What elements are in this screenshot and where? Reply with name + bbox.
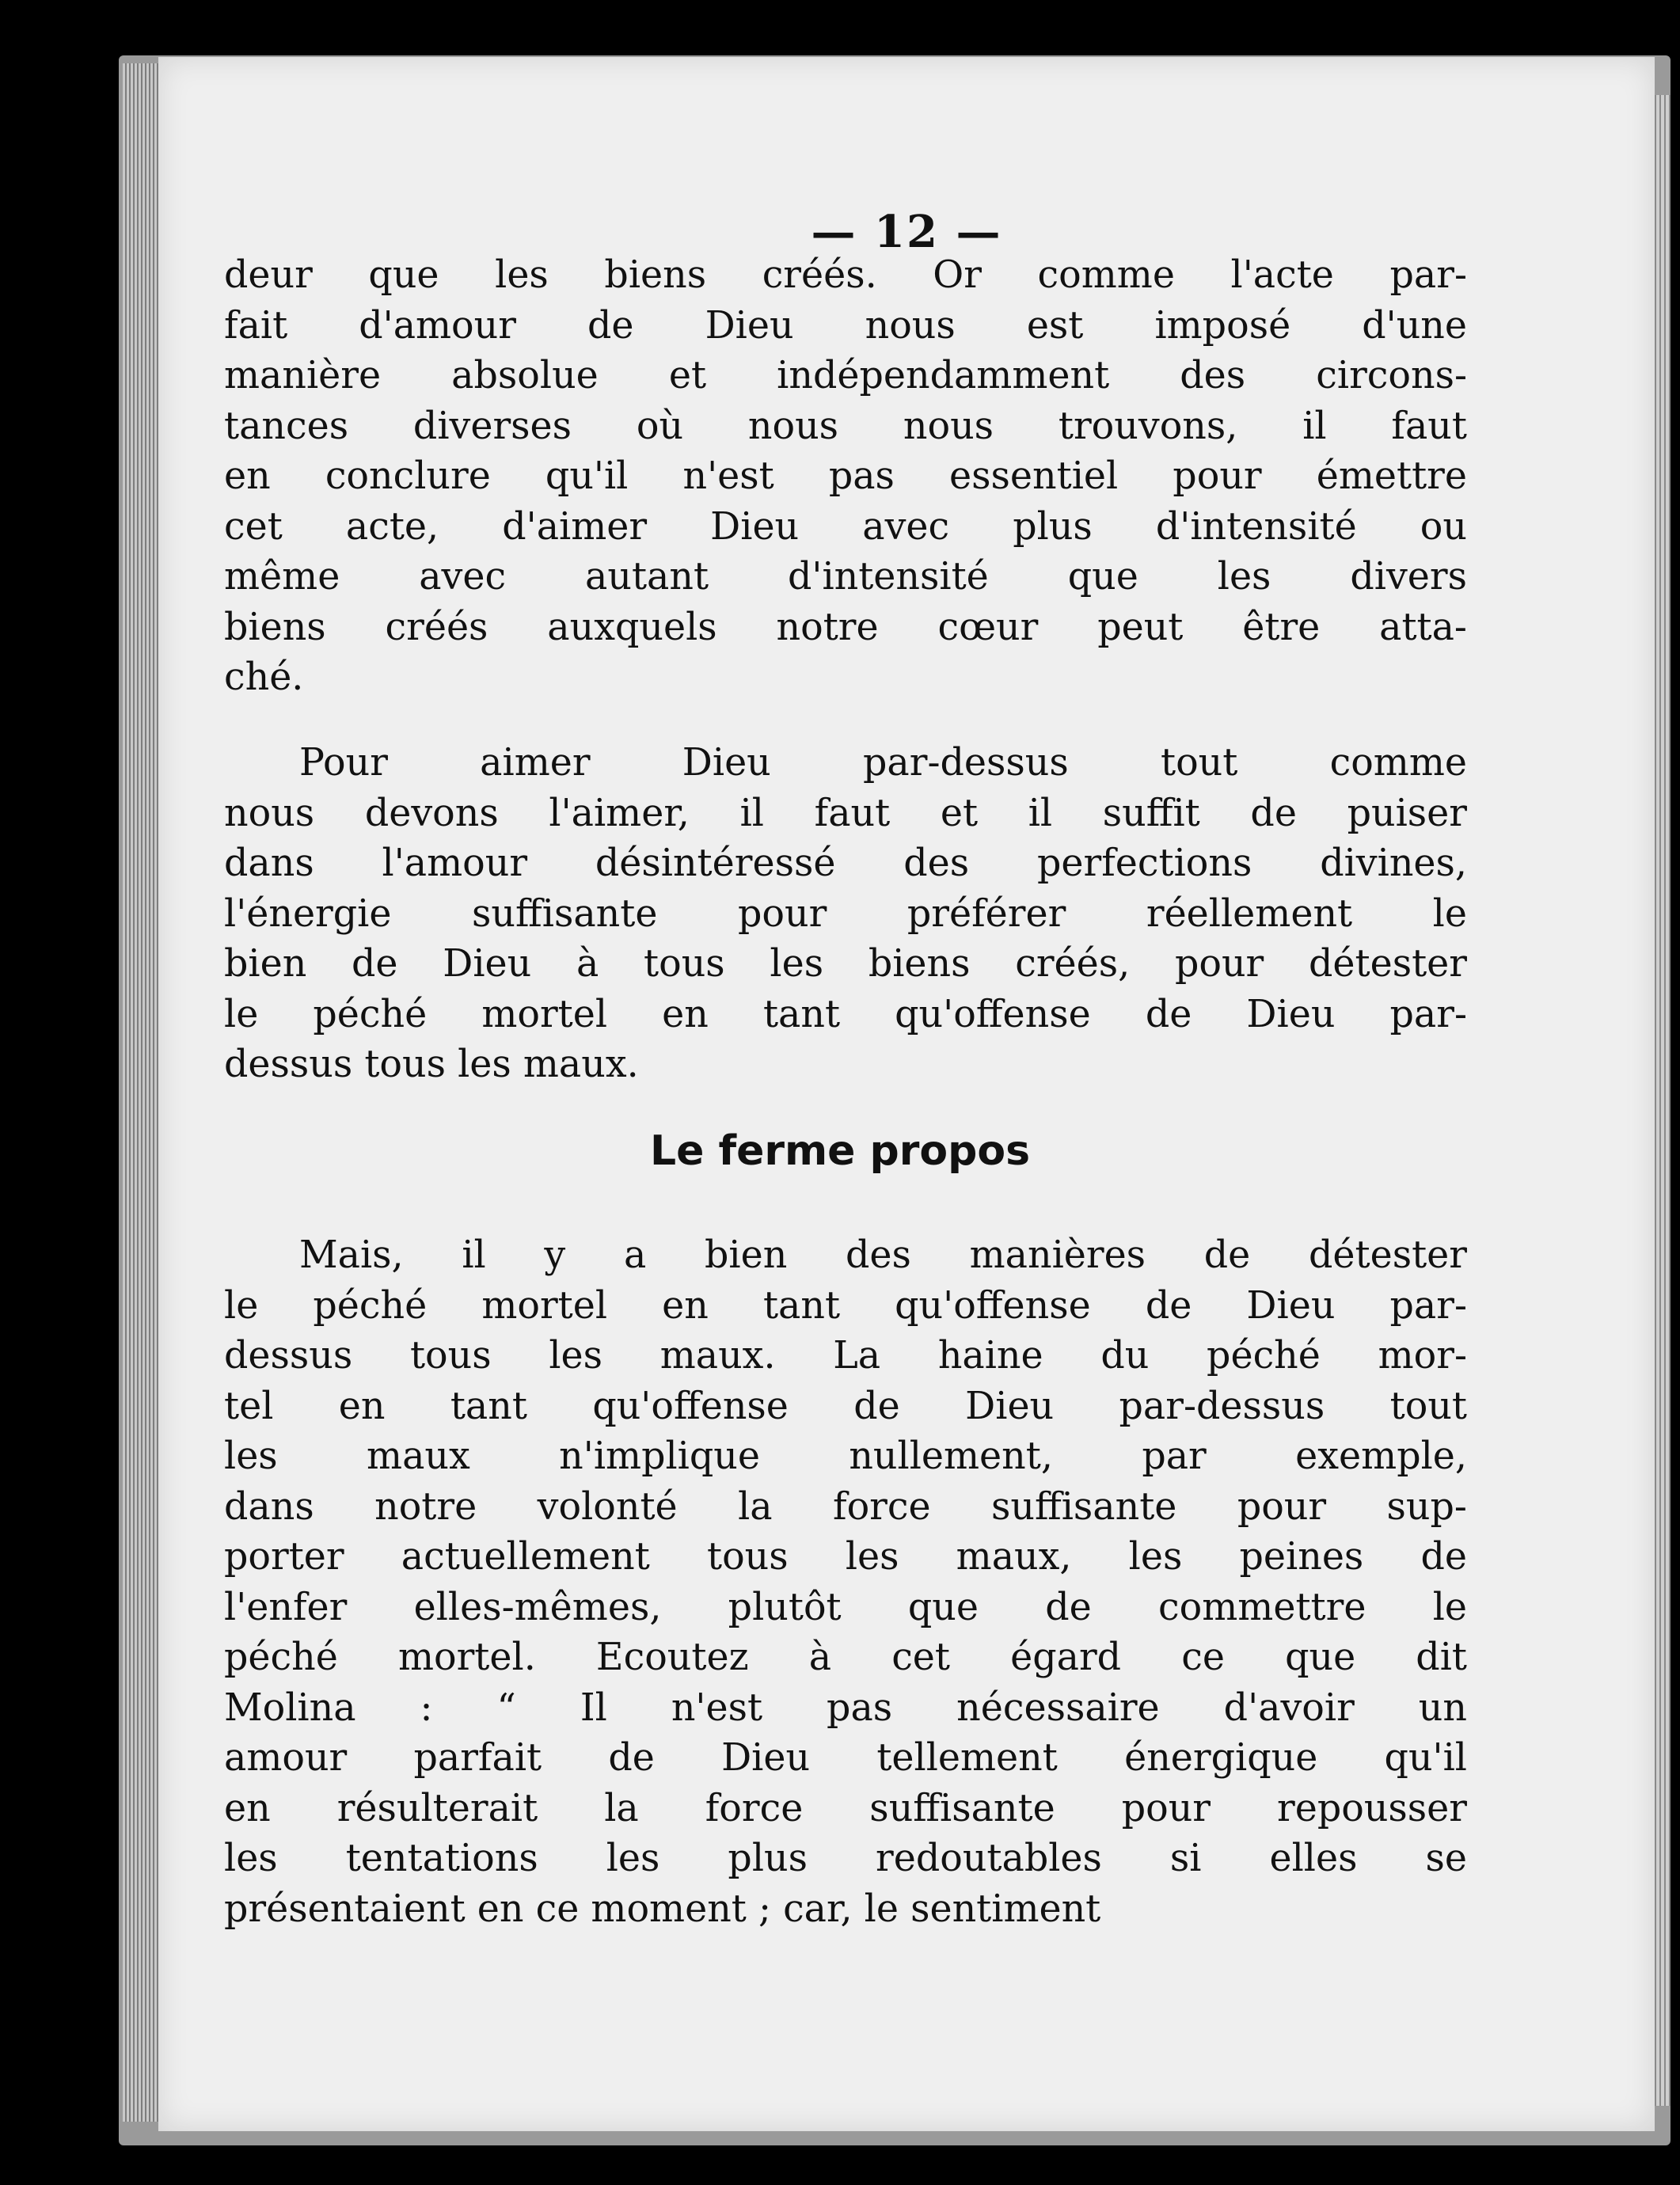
text-line: présentaient en ce moment ; car, le sentiment xyxy=(224,1887,1101,1931)
text-line: dessus tous les maux. La haine du péché mor- xyxy=(224,1334,1467,1378)
text-line: l'énergie suffisante pour préférer réellement le xyxy=(224,891,1467,936)
text-line: amour parfait de Dieu tellement énergique qu'il xyxy=(224,1736,1467,1780)
paragraph-2 xyxy=(224,738,1467,1090)
text-line: l'enfer elles-mêmes, plutôt que de commettre le xyxy=(224,1585,1467,1629)
text-line: le péché mortel en tant qu'offense de Dieu par- xyxy=(224,992,1467,1036)
text-line: même avec autant d'intensité que les divers xyxy=(224,555,1467,598)
paragraph-1 xyxy=(224,250,1467,703)
page-number: — 12 — xyxy=(811,206,1002,258)
text-line: en conclure qu'il n'est pas essentiel pour émettre xyxy=(224,454,1467,498)
text-line: ché. xyxy=(224,656,304,699)
text-line: manière absolue et indépendamment des circons- xyxy=(224,354,1467,397)
section-heading: Le ferme propos xyxy=(649,1127,1031,1175)
text-line: biens créés auxquels notre cœur peut être atta- xyxy=(224,605,1467,649)
text-line: Molina : “ Il n'est pas nécessaire d'avoir un xyxy=(224,1685,1467,1730)
text-line: fait d'amour de Dieu nous est imposé d'une xyxy=(224,303,1467,348)
text-line: tances diverses où nous nous trouvons, il faut xyxy=(224,404,1467,448)
text-line: les maux n'implique nullement, par exemple, xyxy=(224,1434,1467,1478)
paragraph-3 xyxy=(224,1230,1467,1934)
text-line: bien de Dieu à tous les biens créés, pour détester xyxy=(224,942,1467,986)
text-line: dans notre volonté la force suffisante pour sup- xyxy=(224,1484,1467,1529)
text-line: Mais, il y a bien des manières de détester xyxy=(299,1233,1467,1277)
text-line: Pour aimer Dieu par-dessus tout comme xyxy=(299,741,1467,785)
text-line: nous devons l'aimer, il faut et il suffit de puiser xyxy=(224,791,1467,835)
text-line: porter actuellement tous les maux, les peines de xyxy=(224,1535,1467,1579)
text-line: le péché mortel en tant qu'offense de Dieu par- xyxy=(224,1283,1467,1328)
text-line: dans l'amour désintéressé des perfections divines, xyxy=(224,842,1467,885)
text-line: deur que les biens créés. Or comme l'acte par- xyxy=(224,253,1467,297)
text-line: en résulterait la force suffisante pour repousser xyxy=(224,1786,1467,1830)
book-page-stack xyxy=(123,63,162,2122)
text-line: dessus tous les maux. xyxy=(224,1043,639,1086)
text-line: péché mortel. Ecoutez à cet égard ce que dit xyxy=(224,1636,1467,1679)
text-line: tel en tant qu'offense de Dieu par-dessus tout xyxy=(224,1384,1467,1428)
text-line: cet acte, d'aimer Dieu avec plus d'intensité ou xyxy=(224,504,1467,549)
text-line: les tentations les plus redoutables si elles se xyxy=(224,1837,1467,1880)
